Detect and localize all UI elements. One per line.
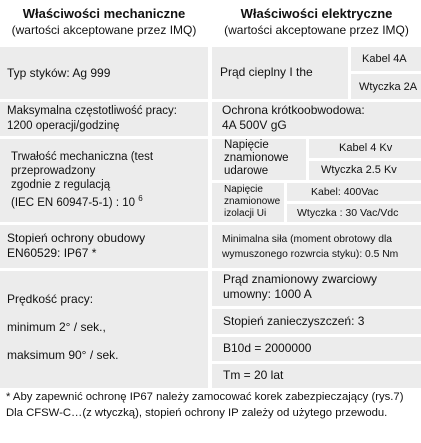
kabel-4a: Kabel 4A bbox=[362, 53, 407, 65]
kabel-400vac-cell bbox=[287, 183, 421, 201]
thermal-current: Prąd cieplny I the bbox=[220, 65, 313, 79]
pollution: Stopień zanieczyszczeń: 3 bbox=[223, 314, 365, 328]
thermal-current-cell bbox=[212, 47, 348, 99]
speed-min: minimum 2° / sek., bbox=[7, 320, 106, 334]
short-current-line1: Prąd znamionowy zwarciowy bbox=[223, 272, 378, 286]
wtyczka-2a: Wtyczka 2A bbox=[359, 81, 418, 93]
footnote: * Aby zapewnić ochronę IP67 należy zamocować korek zabezpieczający (rys.7) Dla CFSW-C…(z wtyczką), stopień ochrony IP zależy od użytego przewodu. bbox=[6, 391, 404, 419]
kabel-4kv-cell bbox=[309, 139, 421, 158]
electrical-header bbox=[212, 0, 421, 44]
insulation-voltage-cell bbox=[212, 183, 284, 222]
max-frequency-line2: 1200 operacji/godzinę bbox=[7, 120, 120, 132]
durability-line4 bbox=[11, 194, 143, 210]
short-current-cell bbox=[212, 271, 421, 306]
durability-value: (IEC EN 60947-5-1) : 10 bbox=[11, 196, 136, 209]
short-circuit-line1: Ochrona krótkoobwodowa: bbox=[222, 103, 365, 117]
min-force-line2: wymuszonego rozwrcia styku): 0.5 Nm bbox=[222, 249, 399, 260]
speed-label: Prędkość pracy: bbox=[7, 292, 94, 306]
speed-cell bbox=[0, 271, 208, 388]
wtyczka-30v-cell bbox=[287, 204, 421, 222]
impulse-line3: udarowe bbox=[224, 165, 269, 177]
kabel-400vac: Kabel: 400Vac bbox=[311, 186, 379, 198]
tm-cell bbox=[212, 364, 421, 388]
protection-cell bbox=[0, 225, 208, 268]
durability-line2: przeprowadzony bbox=[11, 165, 96, 177]
wtyczka-2a-cell bbox=[351, 74, 421, 99]
durability-line1: Trwałość mechaniczna (test bbox=[11, 151, 154, 163]
b10d-cell bbox=[212, 337, 421, 361]
wtyczka-25kv-cell bbox=[309, 161, 421, 180]
mechanical-title: Właściwości mechaniczne bbox=[22, 6, 186, 21]
wtyczka-25kv: Wtyczka 2.5 Kv bbox=[321, 164, 397, 176]
max-frequency-cell bbox=[0, 102, 208, 136]
impulse-line2: znamionowe bbox=[224, 152, 289, 164]
insulation-line3: izolacji Ui bbox=[224, 208, 267, 219]
tm: Tm = 20 lat bbox=[223, 368, 284, 382]
speed-max: maksimum 90° / sek. bbox=[7, 348, 119, 362]
short-circuit-cell bbox=[212, 102, 421, 136]
min-force-line1: Minimalna siła (moment obrotowy dla bbox=[222, 234, 392, 245]
kabel-4a-cell bbox=[351, 47, 421, 71]
contact-type-cell bbox=[0, 47, 208, 99]
short-circuit-line2: 4A 500V gG bbox=[222, 118, 287, 132]
pollution-cell bbox=[212, 309, 421, 334]
kabel-4kv: Kabel 4 Kv bbox=[339, 142, 393, 154]
insulation-line2: znamionowe bbox=[224, 196, 281, 207]
protection-line2: EN60529: IP67 * bbox=[7, 246, 97, 260]
electrical-title: Właściwości elektryczne bbox=[240, 6, 393, 21]
electrical-subtitle: (wartości akceptowane przez IMQ) bbox=[224, 23, 409, 37]
short-current-line2: umowny: 1000 A bbox=[223, 287, 312, 301]
wtyczka-30v: Wtyczka : 30 Vac/Vdc bbox=[297, 207, 399, 219]
protection-line1: Stopień ochrony obudowy bbox=[7, 231, 146, 245]
min-force-cell bbox=[212, 225, 421, 268]
durability-cell bbox=[0, 139, 208, 222]
impulse-voltage-cell bbox=[212, 139, 306, 180]
durability-line3: zgodnie z regulacją bbox=[11, 179, 111, 191]
b10d: B10d = 2000000 bbox=[223, 341, 312, 355]
durability-exponent: 6 bbox=[138, 194, 143, 203]
mechanical-header bbox=[0, 0, 208, 44]
insulation-line1: Napięcie bbox=[224, 184, 263, 195]
max-frequency-line1: Maksymalna częstotliwość pracy: bbox=[7, 105, 177, 117]
mechanical-subtitle: (wartości akceptowane przez IMQ) bbox=[11, 23, 197, 37]
contact-type: Typ styków: Ag 999 bbox=[7, 66, 111, 80]
impulse-line1: Napięcie bbox=[224, 139, 269, 151]
